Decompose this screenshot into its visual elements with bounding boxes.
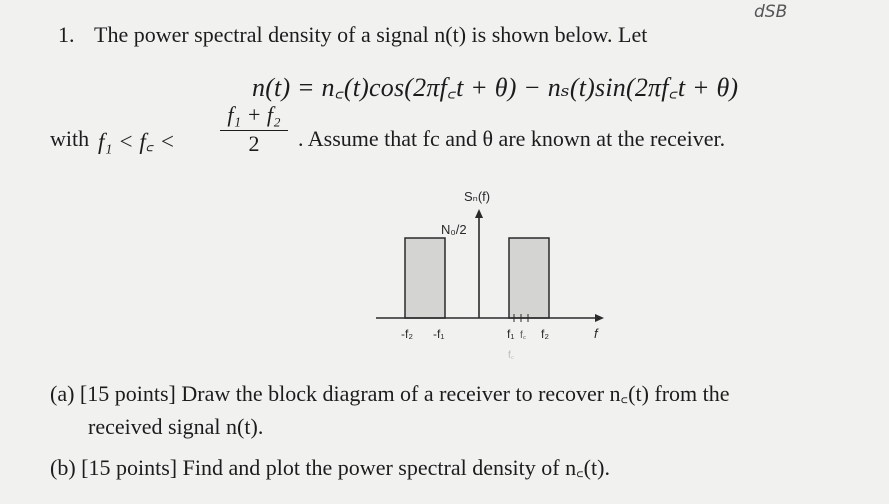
psd-level-label: N₀/2 (441, 222, 467, 237)
psd-band-negative (405, 238, 445, 318)
tick-label-f1: f₁ (507, 327, 515, 341)
psd-axis-label: Sₙ(f) (464, 189, 491, 204)
tick-label-fc: f꜀ (520, 330, 527, 341)
handwritten-note: dSB (754, 2, 788, 22)
frequency-axis-arrow (595, 314, 604, 322)
tick-label-f2: f₂ (541, 327, 549, 341)
part-b-line: (b) [15 points] Find and plot the power spectral density of n꜀(t). (50, 455, 610, 480)
frequency-condition: f₁ < f꜀ < (98, 129, 176, 154)
fraction-denominator: 2 (248, 131, 260, 156)
part-a-line2: received signal n(t). (88, 414, 264, 439)
tick-label-neg-f2: -f₂ (401, 327, 413, 341)
psd-band-positive (509, 238, 549, 318)
part-a-line1: (a) [15 points] Draw the block diagram of a receiver to recover n꜀(t) from the (50, 381, 730, 406)
with-label: with (50, 126, 90, 151)
signal-equation: n(t) = n꜀(t)cos(2πf꜀t + θ) − nₛ(t)sin(2πf꜀t + θ) (252, 73, 739, 102)
frequency-axis-label: f (594, 326, 598, 341)
problem-intro-text: The power spectral density of a signal n(t) is shown below. Let (94, 22, 648, 47)
fraction-numerator: f₁ + f₂ (227, 102, 281, 127)
tick-label-neg-f1: -f₁ (433, 327, 445, 341)
handwritten-fc-mark: f꜀ (508, 350, 515, 361)
psd-axis-arrow (475, 209, 483, 218)
problem-number: 1. (58, 22, 75, 47)
assumption-text: . Assume that fc and θ are known at the receiver. (298, 126, 726, 151)
